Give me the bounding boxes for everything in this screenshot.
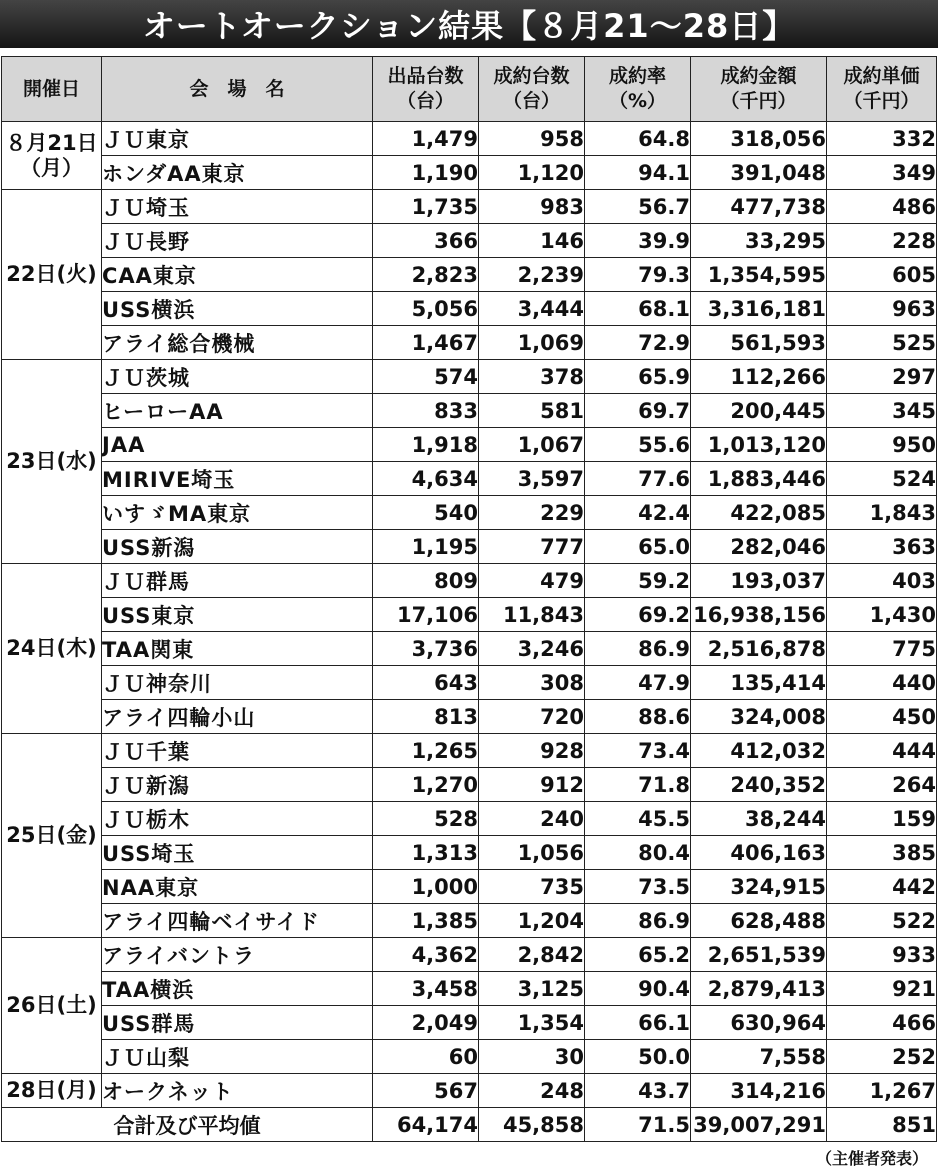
venue-name: NAA東京 (102, 870, 373, 904)
sold-count: 1,069 (479, 326, 585, 360)
sold-rate: 72.9 (585, 326, 691, 360)
sold-rate: 65.9 (585, 360, 691, 394)
sold-count: 2,239 (479, 258, 585, 292)
venue-name: JAA (102, 428, 373, 462)
date-label: 23日(水) (6, 449, 97, 473)
sold-amount: 1,013,120 (691, 428, 827, 462)
page-title: オートオークション結果【８月21～28日】 (142, 7, 796, 45)
sold-amount: 406,163 (691, 836, 827, 870)
venue-name: USS新潟 (102, 530, 373, 564)
sold-amount: 561,593 (691, 326, 827, 360)
sold-amount: 630,964 (691, 1006, 827, 1040)
unit-price: 363 (827, 530, 937, 564)
sold-count: 30 (479, 1040, 585, 1074)
listed-count: 5,056 (373, 292, 479, 326)
sold-count: 1,120 (479, 156, 585, 190)
sold-count: 378 (479, 360, 585, 394)
table-row (2, 734, 937, 768)
header-unit-price: 成約単価 （千円） (827, 57, 937, 122)
listed-count: 1,918 (373, 428, 479, 462)
sold-rate: 56.7 (585, 190, 691, 224)
sold-amount: 193,037 (691, 564, 827, 598)
venue-name: USS横浜 (102, 292, 373, 326)
table-row (2, 258, 937, 292)
sold-count: 958 (479, 122, 585, 156)
venue-name: MIRIVE埼玉 (102, 462, 373, 496)
header-rate: 成約率 （%） (585, 57, 691, 122)
sold-rate: 86.9 (585, 632, 691, 666)
sold-amount: 112,266 (691, 360, 827, 394)
venue-name: USS群馬 (102, 1006, 373, 1040)
venue-name: ＪＵ千葉 (102, 734, 373, 768)
sold-rate: 69.2 (585, 598, 691, 632)
table-row (2, 394, 937, 428)
sold-count: 11,843 (479, 598, 585, 632)
venue-name: いすゞMA東京 (102, 496, 373, 530)
venue-name: ＪＵ山梨 (102, 1040, 373, 1074)
date-cell (2, 734, 102, 938)
sold-rate: 50.0 (585, 1040, 691, 1074)
sold-count: 735 (479, 870, 585, 904)
venue-name: ＪＵ茨城 (102, 360, 373, 394)
listed-count: 1,313 (373, 836, 479, 870)
listed-count: 17,106 (373, 598, 479, 632)
sold-amount: 3,316,181 (691, 292, 827, 326)
date-label: 22日(火) (6, 262, 97, 286)
sold-amount: 324,008 (691, 700, 827, 734)
sold-amount: 2,516,878 (691, 632, 827, 666)
sold-count: 777 (479, 530, 585, 564)
table-row (2, 190, 937, 224)
listed-count: 1,735 (373, 190, 479, 224)
date-cell (2, 122, 102, 190)
unit-price: 332 (827, 122, 937, 156)
sold-rate: 88.6 (585, 700, 691, 734)
date-label: 28日(月) (6, 1078, 97, 1102)
sold-amount: 135,414 (691, 666, 827, 700)
sold-amount: 1,354,595 (691, 258, 827, 292)
unit-price: 264 (827, 768, 937, 802)
header-listed: 出品台数 （台） (373, 57, 479, 122)
sold-rate: 45.5 (585, 802, 691, 836)
table-row (2, 292, 937, 326)
venue-name: ＪＵ神奈川 (102, 666, 373, 700)
sold-count: 308 (479, 666, 585, 700)
unit-price: 486 (827, 190, 937, 224)
unit-price: 450 (827, 700, 937, 734)
venue-name: ＪＵ長野 (102, 224, 373, 258)
table-row (2, 564, 937, 598)
listed-count: 1,270 (373, 768, 479, 802)
unit-price: 1,843 (827, 496, 937, 530)
table-row (2, 700, 937, 734)
unit-price: 444 (827, 734, 937, 768)
header-sold: 成約台数 （台） (479, 57, 585, 122)
unit-price: 385 (827, 836, 937, 870)
date-cell (2, 938, 102, 1074)
header-date: 開催日 (2, 57, 102, 122)
listed-count: 4,634 (373, 462, 479, 496)
sold-amount: 314,216 (691, 1074, 827, 1108)
table-body (2, 122, 937, 1108)
date-label: ８月21日 (5, 130, 98, 155)
table-row (2, 496, 937, 530)
sold-rate: 59.2 (585, 564, 691, 598)
table-row (2, 802, 937, 836)
listed-count: 1,385 (373, 904, 479, 938)
total-rate: 71.5 (585, 1108, 691, 1142)
unit-price: 921 (827, 972, 937, 1006)
listed-count: 1,000 (373, 870, 479, 904)
sold-count: 1,354 (479, 1006, 585, 1040)
sold-count: 248 (479, 1074, 585, 1108)
sold-rate: 55.6 (585, 428, 691, 462)
listed-count: 3,736 (373, 632, 479, 666)
table-row (2, 156, 937, 190)
date-label: 24日(木) (6, 636, 97, 660)
listed-count: 813 (373, 700, 479, 734)
header-venue: 会 場 名 (102, 57, 373, 122)
unit-price: 345 (827, 394, 937, 428)
sold-rate: 65.0 (585, 530, 691, 564)
sold-amount: 7,558 (691, 1040, 827, 1074)
sold-rate: 42.4 (585, 496, 691, 530)
sold-rate: 71.8 (585, 768, 691, 802)
unit-price: 252 (827, 1040, 937, 1074)
sold-amount: 628,488 (691, 904, 827, 938)
table-row (2, 836, 937, 870)
total-row (2, 1108, 937, 1142)
sold-amount: 391,048 (691, 156, 827, 190)
venue-name: ＪＵ埼玉 (102, 190, 373, 224)
table-row (2, 938, 937, 972)
listed-count: 540 (373, 496, 479, 530)
table-row (2, 870, 937, 904)
sold-count: 581 (479, 394, 585, 428)
table-row (2, 122, 937, 156)
sold-count: 229 (479, 496, 585, 530)
listed-count: 809 (373, 564, 479, 598)
table-row (2, 360, 937, 394)
sold-count: 146 (479, 224, 585, 258)
sold-rate: 39.9 (585, 224, 691, 258)
sold-count: 912 (479, 768, 585, 802)
sold-amount: 318,056 (691, 122, 827, 156)
total-listed: 64,174 (373, 1108, 479, 1142)
listed-count: 643 (373, 666, 479, 700)
sold-count: 1,204 (479, 904, 585, 938)
venue-name: ＪＵ群馬 (102, 564, 373, 598)
sold-rate: 68.1 (585, 292, 691, 326)
sold-amount: 2,879,413 (691, 972, 827, 1006)
sold-amount: 38,244 (691, 802, 827, 836)
weekday-label: （月） (20, 155, 83, 180)
sold-count: 479 (479, 564, 585, 598)
sold-amount: 33,295 (691, 224, 827, 258)
listed-count: 2,823 (373, 258, 479, 292)
sold-rate: 94.1 (585, 156, 691, 190)
venue-name: アライバントラ (102, 938, 373, 972)
table-row (2, 224, 937, 258)
table-row (2, 1006, 937, 1040)
venue-name: アライ四輪小山 (102, 700, 373, 734)
sold-count: 240 (479, 802, 585, 836)
header-amount: 成約金額 （千円） (691, 57, 827, 122)
sold-amount: 477,738 (691, 190, 827, 224)
sold-rate: 43.7 (585, 1074, 691, 1108)
venue-name: ＪＵ新潟 (102, 768, 373, 802)
sold-rate: 66.1 (585, 1006, 691, 1040)
listed-count: 574 (373, 360, 479, 394)
table-row (2, 462, 937, 496)
total-label: 合計及び平均値 (2, 1108, 373, 1142)
sold-rate: 65.2 (585, 938, 691, 972)
sold-amount: 240,352 (691, 768, 827, 802)
listed-count: 1,190 (373, 156, 479, 190)
date-cell (2, 1074, 102, 1108)
unit-price: 466 (827, 1006, 937, 1040)
table-row (2, 530, 937, 564)
listed-count: 528 (373, 802, 479, 836)
unit-price: 933 (827, 938, 937, 972)
unit-price: 605 (827, 258, 937, 292)
sold-amount: 200,445 (691, 394, 827, 428)
table-row (2, 768, 937, 802)
sold-count: 720 (479, 700, 585, 734)
unit-price: 228 (827, 224, 937, 258)
total-unit-price: 851 (827, 1108, 937, 1142)
sold-count: 3,597 (479, 462, 585, 496)
sold-amount: 422,085 (691, 496, 827, 530)
sold-count: 928 (479, 734, 585, 768)
sold-count: 1,056 (479, 836, 585, 870)
unit-price: 525 (827, 326, 937, 360)
unit-price: 349 (827, 156, 937, 190)
table-row (2, 1040, 937, 1074)
total-sold: 45,858 (479, 1108, 585, 1142)
sold-rate: 73.4 (585, 734, 691, 768)
venue-name: アライ総合機械 (102, 326, 373, 360)
sold-count: 2,842 (479, 938, 585, 972)
venue-name: アライ四輪ベイサイド (102, 904, 373, 938)
sold-count: 3,125 (479, 972, 585, 1006)
listed-count: 567 (373, 1074, 479, 1108)
unit-price: 775 (827, 632, 937, 666)
venue-name: CAA東京 (102, 258, 373, 292)
unit-price: 522 (827, 904, 937, 938)
sold-amount: 324,915 (691, 870, 827, 904)
sold-rate: 73.5 (585, 870, 691, 904)
listed-count: 1,265 (373, 734, 479, 768)
sold-rate: 77.6 (585, 462, 691, 496)
unit-price: 403 (827, 564, 937, 598)
unit-price: 524 (827, 462, 937, 496)
listed-count: 60 (373, 1040, 479, 1074)
venue-name: TAA関東 (102, 632, 373, 666)
table-row (2, 1074, 937, 1108)
listed-count: 4,362 (373, 938, 479, 972)
unit-price: 1,430 (827, 598, 937, 632)
unit-price: 442 (827, 870, 937, 904)
unit-price: 440 (827, 666, 937, 700)
unit-price: 159 (827, 802, 937, 836)
sold-count: 3,444 (479, 292, 585, 326)
title-banner (0, 0, 938, 48)
sold-count: 983 (479, 190, 585, 224)
sold-amount: 2,651,539 (691, 938, 827, 972)
table-row (2, 972, 937, 1006)
header-row (2, 57, 937, 122)
sold-amount: 282,046 (691, 530, 827, 564)
table-row (2, 428, 937, 462)
sold-rate: 69.7 (585, 394, 691, 428)
sold-count: 3,246 (479, 632, 585, 666)
listed-count: 833 (373, 394, 479, 428)
listed-count: 366 (373, 224, 479, 258)
unit-price: 297 (827, 360, 937, 394)
total-amount: 39,007,291 (691, 1108, 827, 1142)
sold-rate: 86.9 (585, 904, 691, 938)
venue-name: USS埼玉 (102, 836, 373, 870)
sold-amount: 16,938,156 (691, 598, 827, 632)
listed-count: 1,195 (373, 530, 479, 564)
table-row (2, 326, 937, 360)
date-label: 26日(土) (6, 993, 97, 1017)
venue-name: USS東京 (102, 598, 373, 632)
table-row (2, 598, 937, 632)
sold-rate: 80.4 (585, 836, 691, 870)
listed-count: 1,467 (373, 326, 479, 360)
venue-name: オークネット (102, 1074, 373, 1108)
table-row (2, 666, 937, 700)
source-note: （主催者発表） (815, 1149, 928, 1168)
unit-price: 950 (827, 428, 937, 462)
date-cell (2, 564, 102, 734)
sold-rate: 79.3 (585, 258, 691, 292)
listed-count: 2,049 (373, 1006, 479, 1040)
venue-name: ＪＵ栃木 (102, 802, 373, 836)
venue-name: TAA横浜 (102, 972, 373, 1006)
date-cell (2, 190, 102, 360)
unit-price: 963 (827, 292, 937, 326)
sold-amount: 1,883,446 (691, 462, 827, 496)
venue-name: ホンダAA東京 (102, 156, 373, 190)
listed-count: 1,479 (373, 122, 479, 156)
sold-rate: 90.4 (585, 972, 691, 1006)
auction-results-table (1, 56, 937, 1142)
sold-rate: 64.8 (585, 122, 691, 156)
unit-price: 1,267 (827, 1074, 937, 1108)
table-row (2, 904, 937, 938)
date-cell (2, 360, 102, 564)
sold-count: 1,067 (479, 428, 585, 462)
listed-count: 3,458 (373, 972, 479, 1006)
sold-amount: 412,032 (691, 734, 827, 768)
date-label: 25日(金) (6, 823, 97, 847)
venue-name: ヒーローAA (102, 394, 373, 428)
sold-rate: 47.9 (585, 666, 691, 700)
venue-name: ＪＵ東京 (102, 122, 373, 156)
table-row (2, 632, 937, 666)
